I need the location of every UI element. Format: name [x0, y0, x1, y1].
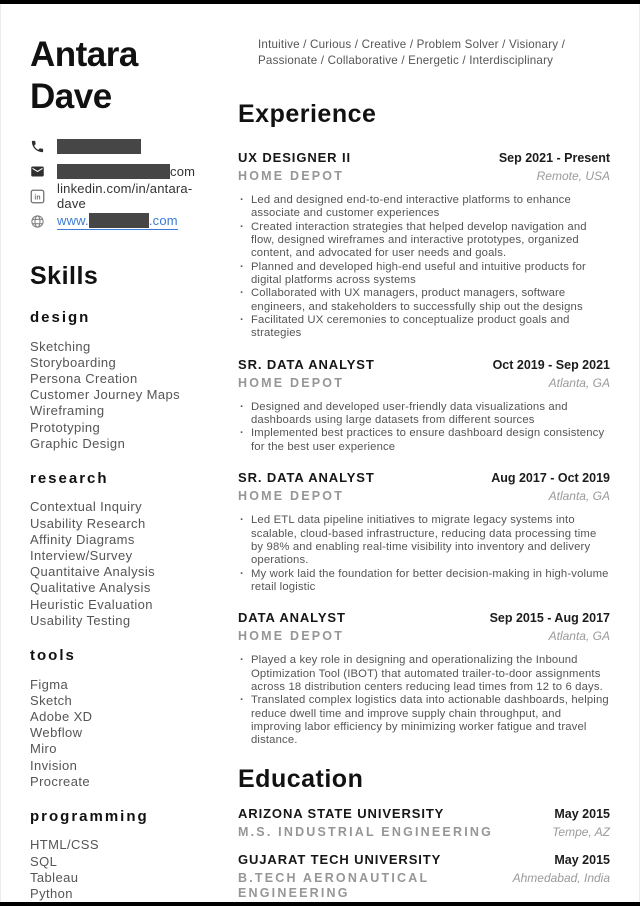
job-date-block: [491, 150, 610, 183]
globe-icon: [30, 214, 45, 229]
school-block: [238, 806, 493, 840]
skill-item: Sketch: [30, 692, 73, 708]
school-date-block: [505, 852, 610, 885]
skill-item: Storyboarding: [30, 354, 117, 370]
skill-list: [30, 677, 220, 790]
skill-group-programming: [30, 809, 220, 902]
skill-item: Figma: [30, 676, 69, 692]
skill-item: HTML/CSS: [30, 837, 99, 853]
skill-item: Affinity Diagrams: [30, 531, 135, 547]
school-name: GUJARAT TECH UNIVERSITY: [238, 851, 442, 867]
email-icon: [30, 164, 45, 179]
job-bullets: [238, 401, 610, 454]
job-title: UX DESIGNER II: [238, 150, 352, 165]
job-bullets: [238, 194, 610, 341]
job-bullet: · My work laid the foundation for better decision-making in high-volume retail logistic: [238, 568, 610, 595]
skill-group-design: [30, 310, 220, 452]
job-title-block: [238, 470, 375, 504]
skill-group-label: tools: [30, 647, 76, 665]
skill-item: Quantitaive Analysis: [30, 564, 156, 580]
skill-item: Usability Testing: [30, 612, 131, 628]
person-name: Antara Dave: [30, 35, 138, 116]
school-degree: B.TECH AERONAUTICAL ENGINEERING: [238, 870, 430, 900]
skill-group-tools: [30, 648, 220, 790]
skill-group-label: programming: [30, 807, 149, 825]
education-entry: [238, 806, 610, 840]
job-title-block: [238, 357, 375, 391]
jobs-list: [238, 150, 610, 748]
school-block: [238, 852, 505, 901]
job-date-block: [485, 357, 610, 390]
job-bullet: · Translated complex logistics data into actionable dashboards, helping reduce dwell time and improve supply chain throughput, and improving labor efficiency by minimizing worker fatigue and travel distance.: [238, 694, 610, 747]
skill-item: Persona Creation: [30, 370, 138, 386]
job-bullets: [238, 514, 610, 594]
skill-group-label: design: [30, 309, 91, 326]
job-date-block: [482, 610, 610, 643]
phone-number-redacted: [57, 139, 141, 154]
email-address-redacted: [57, 164, 170, 179]
skill-item: Contextual Inquiry: [30, 499, 142, 515]
email-suffix: com: [170, 163, 196, 179]
job-bullet: · Implemented best practices to ensure dashboard design consistency for the best user experience: [238, 427, 610, 454]
job-title: SR. DATA ANALYST: [238, 356, 375, 372]
skill-item: Invision: [30, 757, 78, 773]
job-title: DATA ANALYST: [238, 610, 346, 626]
job-dates: Sep 2021 - Present: [498, 151, 610, 165]
school-degree: M.S. INDUSTRIAL ENGINEERING: [238, 824, 494, 839]
skill-item: Qualitative Analysis: [30, 580, 151, 596]
contact-website-row[interactable]: [30, 213, 220, 229]
bottom-edge-bar: [0, 902, 640, 906]
skill-list: [30, 837, 220, 902]
skill-item: Procreate: [30, 773, 90, 789]
website-suffix: .com: [148, 212, 178, 228]
skill-item: Tableau: [30, 869, 79, 885]
job-header: [238, 357, 610, 391]
skill-item: Usability Research: [30, 515, 146, 531]
job-dates: Sep 2015 - Aug 2017: [489, 611, 610, 626]
school-date-block: [544, 806, 610, 839]
contact-block: [30, 138, 220, 229]
job-company: HOME DEPOT: [238, 169, 345, 183]
job-header: [238, 150, 610, 184]
tagline: Intuitive / Curious / Creative / Problem Solver / Visionary / Passionate / Collaborative / Energetic / Interdisciplinary: [258, 38, 566, 67]
job-header: [238, 470, 610, 504]
school-name: ARIZONA STATE UNIVERSITY: [238, 805, 445, 821]
job-entry: [238, 610, 610, 747]
job-location: Atlanta, GA: [548, 375, 610, 390]
experience-heading: Experience: [238, 100, 377, 128]
job-bullet: · Led and designed end-to-end interactive platforms to enhance associate and customer experiences: [238, 194, 610, 221]
job-company: HOME DEPOT: [238, 375, 345, 390]
website-middle-redacted: [89, 213, 149, 228]
job-header: [238, 610, 610, 644]
skill-item: Customer Journey Maps: [30, 387, 181, 403]
skills-heading: Skills: [30, 262, 99, 290]
school-date: May 2015: [554, 806, 610, 821]
phone-icon: [30, 139, 45, 154]
job-bullets: [238, 654, 610, 747]
job-company: HOME DEPOT: [238, 489, 345, 504]
main-column: [238, 0, 640, 906]
job-title-block: [238, 150, 351, 184]
skill-list: [30, 499, 220, 629]
job-location: Atlanta, GA: [548, 629, 610, 644]
school-location: Ahmedabad, India: [512, 870, 610, 885]
job-title-block: [238, 610, 346, 644]
website-prefix: www.: [57, 212, 89, 228]
job-bullet: · Created interaction strategies that helped develop navigation and flow, designed wireframes and interactive prototypes, organized content, and advocated for user needs and goals.: [238, 221, 610, 261]
top-edge-bar: [0, 0, 640, 4]
skill-item: Adobe XD: [30, 708, 93, 724]
job-bullet: · Facilitated UX ceremonies to conceptualize product goals and strategies: [238, 314, 610, 341]
skill-item: SQL: [30, 853, 58, 869]
school-location: Tempe, AZ: [552, 824, 610, 839]
school-date: May 2015: [554, 852, 610, 867]
job-bullet: · Designed and developed user-friendly data visualizations and dashboards using large datasets from different sources: [238, 401, 610, 428]
job-entry: [238, 357, 610, 454]
skill-item: Wireframing: [30, 403, 105, 419]
job-entry: [238, 470, 610, 594]
skill-item: Sketching: [30, 338, 91, 354]
skill-item: Webflow: [30, 725, 83, 741]
skill-group-research: [30, 471, 220, 629]
job-title: SR. DATA ANALYST: [238, 470, 375, 486]
job-bullet: · Collaborated with UX managers, product managers, software engineers, and stakeholders to successfully ship out the designs: [238, 287, 610, 314]
skill-item: Miro: [30, 741, 57, 757]
education-list: [238, 806, 610, 901]
job-location: Remote, USA: [536, 169, 610, 183]
skill-item: Graphic Design: [30, 435, 126, 451]
website-link[interactable]: [57, 213, 178, 230]
linkedin-url[interactable]: linkedin.com/in/antara-dave: [57, 181, 193, 211]
job-company: HOME DEPOT: [238, 629, 345, 644]
job-date-block: [483, 470, 610, 503]
job-entry: [238, 150, 610, 341]
skill-list: [30, 339, 220, 452]
job-bullet: · Led ETL data pipeline initiatives to migrate legacy systems into scalable, cloud-based infrastructure, reducing data processing time by 98% and enabling real-time visibility into inventory and delivery operations.: [238, 514, 610, 567]
education-entry: [238, 852, 610, 901]
education-heading: Education: [238, 764, 364, 793]
job-bullet: · Planned and developed high-end useful and intuitive products for digital platforms across systems: [238, 261, 610, 288]
contact-email-row: [30, 163, 220, 179]
job-dates: Aug 2017 - Oct 2019: [491, 471, 610, 486]
skill-item: Heuristic Evaluation: [30, 596, 153, 612]
skill-item: Interview/Survey: [30, 548, 133, 564]
contact-linkedin-row[interactable]: [30, 181, 220, 211]
skills-groups: [30, 310, 220, 902]
sidebar: [0, 0, 238, 906]
contact-phone-row: [30, 138, 220, 154]
linkedin-icon: [30, 189, 45, 204]
skill-item: Prototyping: [30, 419, 101, 435]
skill-group-label: research: [30, 469, 109, 487]
job-dates: Oct 2019 - Sep 2021: [492, 357, 610, 372]
skill-item: Python: [30, 886, 73, 902]
job-location: Atlanta, GA: [548, 489, 610, 504]
svg-text:in: in: [34, 194, 41, 202]
job-bullet: · Played a key role in designing and operationalizing the Inbound Optimization Tool (IBOT) that automated trailer-to-door assignments across 18 distribution centers reducing lead times from 12 to 6 days.: [238, 654, 610, 694]
